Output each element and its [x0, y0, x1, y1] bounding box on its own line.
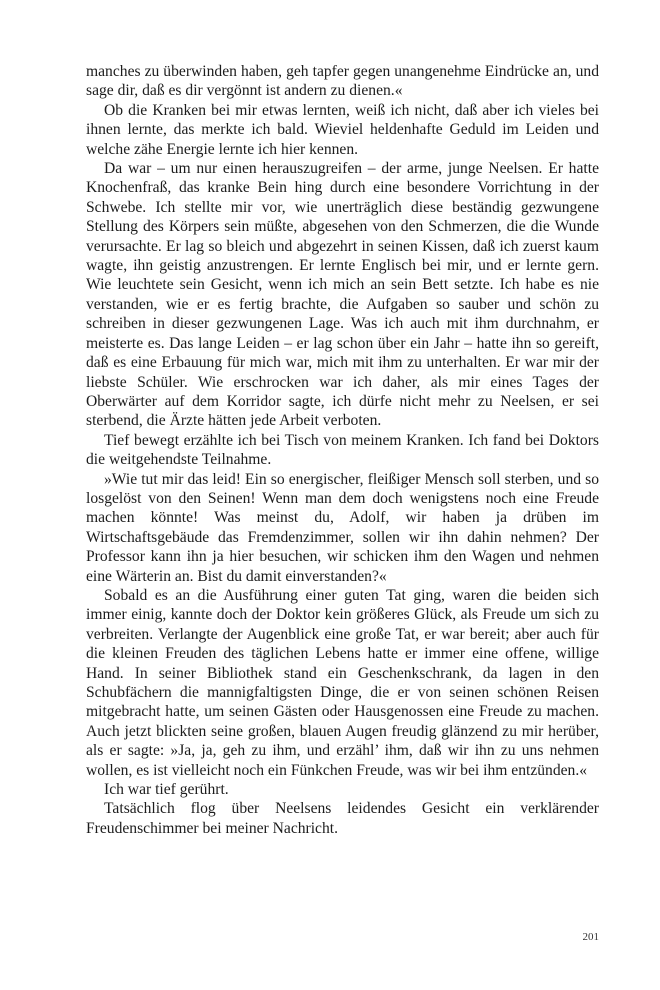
- paragraph: Da war – um nur einen herauszugreifen – der arme, junge Neelsen. Er hatte Knochenfraß, das kranke Bein hing durch eine besondere Vorrichtung in der Schwebe. Ich stellte mir vor, wie unerträglich diese beständig gezwungene Stellung des Körpers sein müßte, abgesehen von den Schmerzen, die die Wunde verursachte. Er lag so bleich und abgezehrt in seinen Kissen, daß ich zuerst kaum wagte, ihn geistig anzustrengen. Er lernte Englisch bei mir, und er lernte gern. Wie leuchtete sein Gesicht, wenn ich mich an sein Bett setzte. Ich habe es nie verstanden, wie er es fertig brachte, die Aufgaben so sauber und schön zu schreiben in dieser gezwungenen Lage. Was ich auch mit ihm durchnahm, er meisterte es. Das lange Leiden – er lag schon über ein Jahr – hatte ihn so gereift, daß es eine Erbauung für mich war, mich mit ihm zu unterhalten. Er war mir der liebste Schüler. Wie erschrocken war ich daher, als mir eines Tages der Oberwärter auf dem Korridor sagte, ich dürfe nicht mehr zu Neelsen, er sei sterbend, die Ärzte hätten jede Arbeit verboten.: [86, 160, 599, 430]
- paragraph: »Wie tut mir das leid! Ein so energischer, fleißiger Mensch soll sterben, und so losgelöst von den Seinen! Wenn man dem doch wenigstens noch eine Freude machen könnte! Was meinst du, Adolf, wir haben ja drüben im Wirtschaftsgebäude das Fremdenzimmer, sollen wir ihn dahin nehmen? Der Professor kann ihn ja hier besuchen, wir schicken ihm den Wagen und nehmen eine Wärterin an. Bist du damit einverstanden?«: [86, 470, 599, 585]
- paragraph: Ich war tief gerührt.: [104, 781, 229, 799]
- paragraph: Tatsächlich flog über Neelsens leidendes Gesicht ein verklärender Freudenschimmer bei meiner Nachricht.: [86, 800, 599, 837]
- paragraph: Ob die Kranken bei mir etwas lernten, weiß ich nicht, daß aber ich vieles bei ihnen lernte, das merkte ich bald. Wieviel heldenhafte Geduld im Leiden und welche zähe Energie lernte ich hier kennen.: [86, 101, 599, 158]
- paragraph: Tief bewegt erzählte ich bei Tisch von meinem Kranken. Ich fand bei Doktors die weitgehendste Teilnahme.: [86, 431, 599, 469]
- paragraph: Sobald es an die Ausführung einer guten Tat ging, waren die beiden sich immer einig, kannte doch der Doktor kein größeres Glück, als Freude um sich zu verbreiten. Verlangte der Augenblick eine große Tat, er war bereit; aber auch für die kleinen Freuden des täglichen Lebens hatte er immer eine offene, willige Hand. In seiner Bibliothek stand ein Geschenkschrank, da lagen in den Schubfächern die mannigfaltigsten Dinge, die er von seinen schönen Reisen mitgebracht hatte, um seinen Gästen oder Hausgenossen eine Freude zu machen. Auch jetzt blickten seine großen, blauen Augen freudig glänzend zu mir herüber, als er sagte: »Ja, ja, geh zu ihm, und erzähl’ ihm, daß wir ihn zu uns nehmen wollen, es ist vielleicht noch ein Fünkchen Freude, was wir bei ihm entzünden.«: [86, 586, 599, 779]
- page-body: [86, 62, 599, 838]
- paragraph-continuation: manches zu überwinden haben, geh tapfer gegen unangenehme Eindrücke an, und sage dir, daß es dir vergönnt ist andern zu dienen.«: [86, 63, 599, 100]
- page-number: 201: [582, 931, 599, 943]
